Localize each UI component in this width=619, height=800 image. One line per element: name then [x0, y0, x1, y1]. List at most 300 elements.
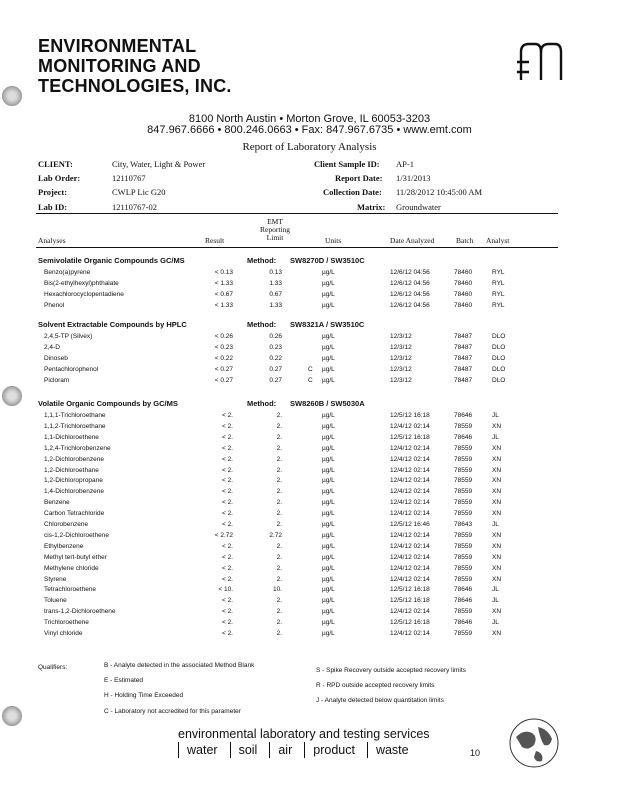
- analyst-cell: XN: [492, 444, 502, 452]
- section-method-label: Method:: [247, 399, 277, 408]
- table-row: [0, 543, 619, 554]
- result-cell: < 2.: [221, 444, 233, 452]
- result-cell: < 2.: [221, 488, 233, 496]
- analyst-cell: JL: [492, 521, 499, 528]
- table-row: [0, 554, 619, 565]
- analyte-cell: Tetrachloroethene: [44, 586, 97, 594]
- table-row: [0, 586, 619, 597]
- analyte-cell: 1,1,2-Trichloroethane: [44, 422, 106, 430]
- reporting-limit-cell: 2.72: [269, 531, 282, 539]
- collection-date-value: 11/28/2012 10:45:00 AM: [396, 187, 483, 197]
- reporting-limit-cell: 2.: [276, 553, 282, 561]
- punch-hole-top: [2, 86, 22, 106]
- analyst-cell: JL: [492, 412, 499, 419]
- company-address: 8100 North Austin • Morton Grove, IL 60053-3203: [188, 113, 431, 125]
- section-method: SW8270D / SW3510C: [290, 256, 365, 265]
- date-analyzed-cell: 12/4/12 02:14: [390, 499, 430, 507]
- col-reporting-limit: [254, 218, 296, 242]
- units-cell: µg/L: [322, 354, 335, 362]
- analyte-cell: 2,4-D: [44, 343, 60, 351]
- date-analyzed-cell: 12/4/12 02:14: [390, 455, 430, 463]
- date-analyzed-cell: 12/4/12 02:14: [390, 542, 430, 550]
- units-cell: µg/L: [322, 531, 335, 539]
- reporting-limit-cell: 2.: [276, 597, 282, 605]
- analyst-cell: XN: [492, 608, 502, 616]
- result-cell: < 0.27: [214, 376, 233, 384]
- reporting-limit-cell: 0.27: [269, 365, 282, 373]
- units-cell: µg/L: [322, 444, 335, 452]
- reporting-limit-cell: 2.: [276, 564, 282, 572]
- qualifier-j: J - Analyte detected below quantitation limits: [316, 697, 444, 704]
- result-cell: < 2.: [221, 422, 233, 430]
- section-header: [38, 256, 365, 265]
- collection-date-label: Collection Date:: [323, 187, 382, 197]
- analyte-cell: Trichloroethene: [44, 619, 89, 627]
- units-cell: µg/L: [322, 343, 335, 351]
- units-cell: µg/L: [322, 422, 335, 430]
- service-water: water: [178, 742, 230, 758]
- analyst-cell: XN: [492, 510, 502, 518]
- analyte-cell: Styrene: [44, 575, 67, 583]
- analyst-cell: DLO: [492, 365, 506, 373]
- reporting-limit-cell: 0.26: [269, 333, 282, 340]
- table-row: [0, 565, 619, 576]
- date-analyzed-cell: 12/3/12: [390, 376, 412, 384]
- result-cell: < 2.: [221, 510, 233, 518]
- date-analyzed-cell: 12/6/12 04:56: [390, 279, 430, 287]
- batch-cell: 78559: [454, 575, 473, 583]
- qualifier-cell: C: [308, 376, 313, 384]
- client-label: CLIENT:: [38, 159, 73, 169]
- table-row: [0, 434, 619, 445]
- qualifier-b: B - Analyte detected in the associated Method Blank: [104, 662, 255, 669]
- batch-cell: 78487: [454, 365, 473, 373]
- date-analyzed-cell: 12/4/12 02:14: [390, 564, 430, 572]
- table-row: [0, 608, 619, 619]
- batch-cell: 78559: [454, 444, 473, 452]
- units-cell: µg/L: [322, 333, 335, 340]
- table-row: [0, 576, 619, 587]
- result-cell: < 2.: [221, 597, 233, 605]
- analyst-cell: DLO: [492, 376, 506, 384]
- reporting-limit-cell: 0.27: [269, 376, 282, 384]
- analyte-cell: 1,2,4-Trichlorobenzene: [44, 444, 111, 452]
- date-analyzed-cell: 12/5/12 16:18: [390, 619, 430, 627]
- section-method: SW8321A / SW3510C: [290, 320, 365, 329]
- table-row: [0, 302, 619, 313]
- units-cell: µg/L: [322, 499, 335, 507]
- col-rl-line1: EMT: [267, 217, 283, 226]
- batch-cell: 78460: [454, 279, 473, 287]
- batch-cell: 78487: [454, 333, 473, 340]
- table-row: [0, 521, 619, 532]
- analyst-cell: XN: [492, 499, 502, 507]
- section-title: Volatile Organic Compounds by GC/MS: [38, 399, 178, 408]
- analyst-cell: RYL: [492, 301, 505, 309]
- reporting-limit-cell: 2.: [276, 455, 282, 463]
- units-cell: µg/L: [322, 630, 335, 637]
- result-cell: < 1.33: [214, 279, 233, 287]
- analyst-cell: JL: [492, 433, 499, 441]
- table-row: [0, 597, 619, 608]
- analyte-cell: 1,1-Dichloroethene: [44, 433, 99, 441]
- section-title: Semivolatile Organic Compounds GC/MS: [38, 256, 185, 265]
- units-cell: µg/L: [322, 376, 335, 384]
- units-cell: µg/L: [322, 510, 335, 518]
- company-name-line1: ENVIRONMENTAL: [38, 36, 197, 56]
- analyte-cell: Toluene: [44, 597, 67, 605]
- batch-cell: 78559: [454, 422, 473, 430]
- result-cell: < 0.26: [214, 333, 233, 340]
- table-row: [0, 619, 619, 630]
- units-cell: µg/L: [322, 575, 335, 583]
- analyst-cell: DLO: [492, 354, 506, 362]
- units-cell: µg/L: [322, 521, 335, 528]
- client-value: City, Water, Light & Power: [112, 159, 206, 169]
- units-cell: µg/L: [322, 455, 335, 463]
- analyst-cell: XN: [492, 630, 502, 637]
- batch-cell: 78460: [454, 301, 473, 309]
- result-cell: < 2.: [221, 564, 233, 572]
- col-analyst: Analyst: [486, 236, 510, 245]
- reporting-limit-cell: 2.: [276, 619, 282, 627]
- matrix-label: Matrix:: [357, 202, 386, 212]
- units-cell: µg/L: [322, 619, 335, 627]
- analyte-cell: 1,2-Dichloropropane: [44, 477, 103, 485]
- analyte-cell: Dinoseb: [44, 354, 68, 362]
- result-cell: < 2.: [221, 477, 233, 485]
- emt-logo-icon: [515, 40, 567, 84]
- table-row: [0, 280, 619, 291]
- analyte-cell: cis-1,2-Dichloroethene: [44, 531, 110, 539]
- date-analyzed-cell: 12/3/12: [390, 354, 412, 362]
- reporting-limit-cell: 0.23: [269, 343, 282, 351]
- date-analyzed-cell: 12/5/12 16:18: [390, 412, 430, 419]
- batch-cell: 78646: [454, 412, 473, 419]
- batch-cell: 78559: [454, 542, 473, 550]
- batch-cell: 78559: [454, 455, 473, 463]
- matrix-value: Groundwater: [396, 202, 441, 212]
- service-soil: soil: [230, 742, 270, 758]
- date-analyzed-cell: 12/3/12: [390, 343, 412, 351]
- batch-cell: 78559: [454, 499, 473, 507]
- batch-cell: 78460: [454, 269, 473, 276]
- units-cell: µg/L: [322, 542, 335, 550]
- table-row: [0, 467, 619, 478]
- section-header: [38, 399, 365, 408]
- analyte-cell: 1,1,1-Trichloroethane: [44, 412, 106, 419]
- col-analyses: Analyses: [38, 236, 66, 245]
- batch-cell: 78460: [454, 290, 473, 298]
- result-cell: < 2.: [221, 466, 233, 474]
- lab-id-value: 12110767-02: [112, 202, 158, 212]
- meta-divider: [36, 213, 558, 214]
- batch-cell: 78487: [454, 376, 473, 384]
- qualifier-r: R - RPD outside accepted recovery limits: [316, 682, 435, 689]
- analyte-cell: Chlorobenzene: [44, 521, 89, 528]
- result-cell: < 2.: [221, 412, 233, 419]
- units-cell: µg/L: [322, 477, 335, 485]
- analyte-cell: Picloram: [44, 376, 70, 384]
- units-cell: µg/L: [322, 412, 335, 419]
- date-analyzed-cell: 12/4/12 02:14: [390, 510, 430, 518]
- reporting-limit-cell: 2.: [276, 433, 282, 441]
- analyst-cell: XN: [492, 564, 502, 572]
- analyte-cell: Methylene chloride: [44, 564, 99, 572]
- date-analyzed-cell: 12/4/12 02:14: [390, 553, 430, 561]
- result-cell: < 0.67: [214, 290, 233, 298]
- reporting-limit-cell: 2.: [276, 521, 282, 528]
- analyte-cell: Methyl tert-butyl ether: [44, 553, 107, 561]
- qualifier-e: E - Estimated: [104, 677, 144, 684]
- batch-cell: 78559: [454, 466, 473, 474]
- date-analyzed-cell: 12/4/12 02:14: [390, 422, 430, 430]
- units-cell: µg/L: [322, 433, 335, 441]
- punch-hole-bottom: [2, 706, 22, 726]
- result-cell: < 0.23: [214, 343, 233, 351]
- batch-cell: 78487: [454, 354, 473, 362]
- col-result: Result: [205, 236, 225, 245]
- table-row: [0, 355, 619, 366]
- result-cell: < 10.: [218, 586, 233, 594]
- qualifier-c: C - Laboratory not accredited for this parameter: [104, 708, 241, 715]
- analyte-cell: Benzo(a)pyrene: [44, 269, 91, 276]
- company-contact: 847.967.6666 • 800.246.0663 • Fax: 847.967.6735 • www.emt.com: [147, 124, 472, 136]
- analyst-cell: RYL: [492, 269, 505, 276]
- analyst-cell: XN: [492, 531, 502, 539]
- reporting-limit-cell: 1.33: [269, 301, 282, 309]
- table-row: [0, 532, 619, 543]
- qualifiers-label: Qualifiers:: [38, 664, 68, 671]
- company-name-line3: TECHNOLOGIES, INC.: [38, 76, 232, 96]
- units-cell: µg/L: [322, 279, 335, 287]
- report-date-value: 1/31/2013: [396, 173, 431, 183]
- analyst-cell: JL: [492, 619, 499, 627]
- table-row: [0, 477, 619, 488]
- date-analyzed-cell: 12/3/12: [390, 333, 412, 340]
- units-cell: µg/L: [322, 488, 335, 496]
- analyst-cell: XN: [492, 575, 502, 583]
- units-cell: µg/L: [322, 597, 335, 605]
- batch-cell: 78646: [454, 619, 473, 627]
- result-cell: < 1.33: [214, 301, 233, 309]
- col-batch: Batch: [456, 236, 474, 245]
- table-row: [0, 445, 619, 456]
- batch-cell: 78487: [454, 343, 473, 351]
- reporting-limit-cell: 0.22: [269, 354, 282, 362]
- date-analyzed-cell: 12/5/12 16:18: [390, 597, 430, 605]
- reporting-limit-cell: 2.: [276, 466, 282, 474]
- units-cell: µg/L: [322, 553, 335, 561]
- units-cell: µg/L: [322, 290, 335, 298]
- batch-cell: 78559: [454, 564, 473, 572]
- analyte-cell: Bis(2-ethylhexyl)phthalate: [44, 279, 119, 287]
- reporting-limit-cell: 10.: [272, 586, 282, 594]
- company-name: [38, 36, 232, 96]
- analyst-cell: XN: [492, 488, 502, 496]
- result-cell: < 2.: [221, 455, 233, 463]
- result-cell: < 0.22: [214, 354, 233, 362]
- result-cell: < 2.: [221, 630, 233, 637]
- date-analyzed-cell: 12/4/12 02:14: [390, 477, 430, 485]
- result-cell: < 2.: [221, 608, 233, 616]
- reporting-limit-cell: 1.33: [269, 279, 282, 287]
- batch-cell: 78646: [454, 433, 473, 441]
- analyte-cell: 1,2-Dichloroethane: [44, 466, 99, 474]
- reporting-limit-cell: 2.: [276, 444, 282, 452]
- date-analyzed-cell: 12/4/12 02:14: [390, 630, 430, 637]
- col-rl-line2: Reporting: [260, 225, 290, 234]
- reporting-limit-cell: 2.: [276, 542, 282, 550]
- service-product: product: [304, 742, 367, 758]
- units-cell: µg/L: [322, 466, 335, 474]
- date-analyzed-cell: 12/5/12 16:46: [390, 521, 430, 528]
- result-cell: < 2.: [221, 521, 233, 528]
- analyst-cell: XN: [492, 466, 502, 474]
- section-method-label: Method:: [247, 320, 277, 329]
- header-divider: [36, 247, 558, 248]
- report-date-label: Report Date:: [335, 173, 383, 183]
- result-cell: < 2.72: [214, 531, 233, 539]
- table-row: [0, 366, 619, 377]
- result-cell: < 2.: [221, 575, 233, 583]
- qualifier-s: S - Spike Recovery outside accepted recovery limits: [316, 667, 466, 674]
- section-method: SW8260B / SW5030A: [290, 399, 365, 408]
- project-label: Project:: [38, 187, 68, 197]
- punch-hole-middle: [2, 386, 22, 406]
- result-cell: < 2.: [221, 619, 233, 627]
- reporting-limit-cell: 0.13: [269, 269, 282, 276]
- analyst-cell: XN: [492, 553, 502, 561]
- batch-cell: 78559: [454, 608, 473, 616]
- units-cell: µg/L: [322, 586, 335, 594]
- analyst-cell: XN: [492, 422, 502, 430]
- report-title: Report of Laboratory Analysis: [242, 141, 377, 153]
- analyte-cell: Hexachlorocyclopentadiene: [44, 290, 124, 298]
- analyte-cell: Ethylbenzene: [44, 542, 84, 550]
- table-row: [0, 630, 619, 641]
- table-row: [0, 499, 619, 510]
- table-row: [0, 412, 619, 423]
- analyst-cell: XN: [492, 455, 502, 463]
- batch-cell: 78646: [454, 586, 473, 594]
- date-analyzed-cell: 12/4/12 02:14: [390, 608, 430, 616]
- reporting-limit-cell: 2.: [276, 630, 282, 637]
- result-cell: < 2.: [221, 499, 233, 507]
- analyte-cell: Phenol: [44, 301, 65, 309]
- section-title: Solvent Extractable Compounds by HPLC: [38, 320, 187, 329]
- analyte-cell: 1,2-Dichlorobenzene: [44, 455, 104, 463]
- date-analyzed-cell: 12/6/12 04:56: [390, 301, 430, 309]
- date-analyzed-cell: 12/4/12 02:14: [390, 575, 430, 583]
- section-method-label: Method:: [247, 256, 277, 265]
- units-cell: µg/L: [322, 301, 335, 309]
- batch-cell: 78643: [454, 521, 473, 528]
- result-cell: < 2.: [221, 542, 233, 550]
- result-cell: < 0.13: [214, 269, 233, 276]
- date-analyzed-cell: 12/4/12 02:14: [390, 466, 430, 474]
- batch-cell: 78559: [454, 531, 473, 539]
- globe-icon: [508, 717, 560, 769]
- result-cell: < 2.: [221, 553, 233, 561]
- lab-id-label: Lab ID:: [38, 202, 68, 212]
- table-row: [0, 333, 619, 344]
- table-row: [0, 377, 619, 388]
- batch-cell: 78559: [454, 630, 473, 637]
- reporting-limit-cell: 2.: [276, 477, 282, 485]
- batch-cell: 78559: [454, 510, 473, 518]
- analyte-cell: Vinyl chloride: [44, 630, 83, 637]
- analyst-cell: JL: [492, 586, 499, 594]
- result-cell: < 0.27: [214, 365, 233, 373]
- lab-order-value: 12110767: [112, 173, 146, 183]
- reporting-limit-cell: 2.: [276, 608, 282, 616]
- reporting-limit-cell: 2.: [276, 499, 282, 507]
- date-analyzed-cell: 12/5/12 16:18: [390, 586, 430, 594]
- table-row: [0, 291, 619, 302]
- analyte-cell: Pentachlorophenol: [44, 365, 99, 373]
- date-analyzed-cell: 12/4/12 02:14: [390, 444, 430, 452]
- date-analyzed-cell: 12/6/12 04:56: [390, 290, 430, 298]
- table-row: [0, 269, 619, 280]
- lab-order-label: Lab Order:: [38, 173, 81, 183]
- date-analyzed-cell: 12/4/12 02:14: [390, 531, 430, 539]
- date-analyzed-cell: 12/3/12: [390, 365, 412, 373]
- project-value: CWLP Lic G20: [112, 187, 166, 197]
- date-analyzed-cell: 12/5/12 16:18: [390, 433, 430, 441]
- col-date-analyzed: Date Analyzed: [390, 236, 435, 245]
- section-header: [38, 320, 365, 329]
- table-row: [0, 456, 619, 467]
- batch-cell: 78559: [454, 488, 473, 496]
- units-cell: µg/L: [322, 564, 335, 572]
- reporting-limit-cell: 2.: [276, 575, 282, 583]
- col-units: Units: [325, 236, 342, 245]
- analyte-cell: 1,4-Dichlorobenzene: [44, 488, 104, 496]
- batch-cell: 78559: [454, 477, 473, 485]
- analyst-cell: RYL: [492, 290, 505, 298]
- table-row: [0, 423, 619, 434]
- company-name-line2: MONITORING AND: [38, 56, 201, 76]
- reporting-limit-cell: 2.: [276, 510, 282, 518]
- date-analyzed-cell: 12/4/12 02:14: [390, 488, 430, 496]
- qualifier-cell: C: [308, 365, 313, 373]
- units-cell: µg/L: [322, 365, 335, 373]
- service-air: air: [269, 742, 304, 758]
- units-cell: µg/L: [322, 608, 335, 616]
- table-row: [0, 488, 619, 499]
- batch-cell: 78646: [454, 597, 473, 605]
- batch-cell: 78559: [454, 553, 473, 561]
- reporting-limit-cell: 2.: [276, 412, 282, 419]
- service-waste: waste: [367, 742, 421, 758]
- reporting-limit-cell: 2.: [276, 422, 282, 430]
- services-bar: [178, 742, 454, 758]
- analyst-cell: JL: [492, 597, 499, 605]
- date-analyzed-cell: 12/6/12 04:56: [390, 269, 430, 276]
- reporting-limit-cell: 2.: [276, 488, 282, 496]
- analyte-cell: 2,4,5-TP (Silvex): [44, 333, 93, 340]
- analyte-cell: Carbon Tetrachloride: [44, 510, 105, 518]
- col-rl-line3: Limit: [266, 233, 284, 242]
- analyst-cell: DLO: [492, 343, 506, 351]
- analyte-cell: Benzene: [44, 499, 70, 507]
- analyst-cell: RYL: [492, 279, 505, 287]
- page-number: 10: [470, 748, 481, 758]
- analyst-cell: XN: [492, 542, 502, 550]
- analyst-cell: XN: [492, 477, 502, 485]
- result-cell: < 2.: [221, 433, 233, 441]
